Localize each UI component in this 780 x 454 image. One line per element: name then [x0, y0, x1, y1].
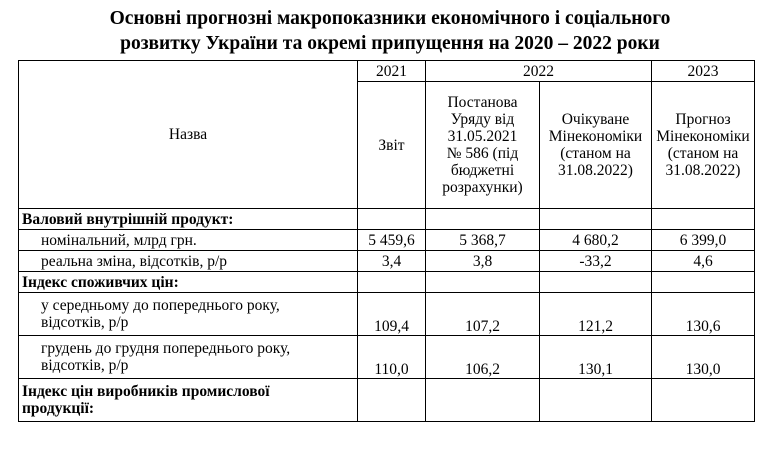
- table-row: [19, 293, 755, 336]
- table-row: [19, 379, 755, 422]
- row-label-l2: відсотків, р/р: [41, 357, 129, 374]
- title-line-2: розвитку України та окремі припущення на 2020 – 2022 роки: [120, 33, 660, 54]
- cell-2022-expected: 121,2: [540, 293, 652, 336]
- cell-2022-resolution: 5 368,7: [426, 230, 540, 251]
- cell-2023-forecast: 4,6: [652, 251, 755, 272]
- page-title: [0, 6, 780, 56]
- year-2021: 2021: [358, 61, 426, 82]
- subheader-expected-l2: Мінекономіки: [548, 128, 643, 145]
- cell-2023-forecast: 130,6: [652, 293, 755, 336]
- subheader-report-text: Звіт: [378, 136, 405, 154]
- subheader-expected-l3: (станом на: [560, 145, 631, 162]
- cell-2022-resolution: [426, 379, 540, 422]
- table-row: [19, 230, 755, 251]
- subheader-report: [358, 82, 426, 209]
- subheader-expected-l4: 31.08.2022): [558, 162, 633, 179]
- subheader-forecast-l3: (станом на: [667, 145, 739, 162]
- cell-2022-resolution: 3,8: [426, 251, 540, 272]
- subheader-resolution-l2: Уряду від: [450, 111, 515, 128]
- title-line-1: Основні прогнозні макропоказники економічного і соціального: [109, 8, 671, 29]
- subheader-resolution-l1: Постанова: [447, 94, 518, 111]
- cell-2022-resolution: [426, 272, 540, 293]
- subheader-expected-l1: Очікуване: [561, 111, 630, 128]
- subheader-resolution-l3: 31.05.2021: [447, 128, 518, 145]
- row-label-l1: грудень до грудня попереднього року,: [41, 340, 291, 357]
- year-2023: 2023: [652, 61, 755, 82]
- row-label: Індекс споживчих цін:: [19, 272, 358, 293]
- row-label: номінальний, млрд грн.: [19, 230, 358, 251]
- subheader-resolution-l4: № 586 (під: [446, 145, 519, 162]
- cell-2023-forecast: [652, 272, 755, 293]
- row-label-l1: Індекс цін виробників промислової: [22, 383, 270, 400]
- subheader-forecast-l4: 31.08.2022): [665, 162, 741, 179]
- subheader-forecast-l2: Мінекономіки: [656, 128, 750, 145]
- row-label: [19, 379, 358, 422]
- cell-2022-expected: [540, 209, 652, 230]
- cell-2023-forecast: 130,0: [652, 336, 755, 379]
- cell-2022-expected: 4 680,2: [540, 230, 652, 251]
- cell-2022-expected: -33,2: [540, 251, 652, 272]
- cell-2022-resolution: [426, 209, 540, 230]
- subheader-expected: [540, 82, 652, 209]
- subheader-resolution: [426, 82, 540, 209]
- cell-2021: 109,4: [358, 293, 426, 336]
- subheader-resolution-l6: розрахунки): [442, 179, 523, 196]
- cell-2022-expected: [540, 272, 652, 293]
- macro-indicators-table: [18, 60, 755, 422]
- cell-2021: 5 459,6: [358, 230, 426, 251]
- row-label: Валовий внутрішній продукт:: [19, 209, 358, 230]
- year-header-row: [19, 61, 755, 82]
- cell-2023-forecast: 6 399,0: [652, 230, 755, 251]
- row-label-l2: продукції:: [22, 400, 95, 417]
- cell-2023-forecast: [652, 209, 755, 230]
- table-row: [19, 272, 755, 293]
- cell-2022-resolution: 106,2: [426, 336, 540, 379]
- subheader-forecast: [652, 82, 755, 209]
- cell-2022-resolution: 107,2: [426, 293, 540, 336]
- subheader-forecast-l1: Прогноз: [675, 111, 731, 128]
- table-row: [19, 336, 755, 379]
- cell-2022-expected: [540, 379, 652, 422]
- row-label: [19, 293, 358, 336]
- cell-2021: [358, 209, 426, 230]
- cell-2023-forecast: [652, 379, 755, 422]
- cell-2021: 3,4: [358, 251, 426, 272]
- row-label-l1: у середньому до попереднього року,: [41, 297, 280, 314]
- cell-2021: [358, 379, 426, 422]
- row-label: [19, 336, 358, 379]
- year-2022: 2022: [426, 61, 652, 82]
- cell-2021: [358, 272, 426, 293]
- cell-2022-expected: 130,1: [540, 336, 652, 379]
- row-label: реальна зміна, відсотків, р/р: [19, 251, 358, 272]
- subheader-resolution-l5: бюджетні: [450, 162, 515, 179]
- table-row: [19, 209, 755, 230]
- cell-2021: 110,0: [358, 336, 426, 379]
- name-header: Назва: [19, 61, 358, 209]
- row-label-l2: відсотків, р/р: [41, 314, 129, 331]
- table-row: [19, 251, 755, 272]
